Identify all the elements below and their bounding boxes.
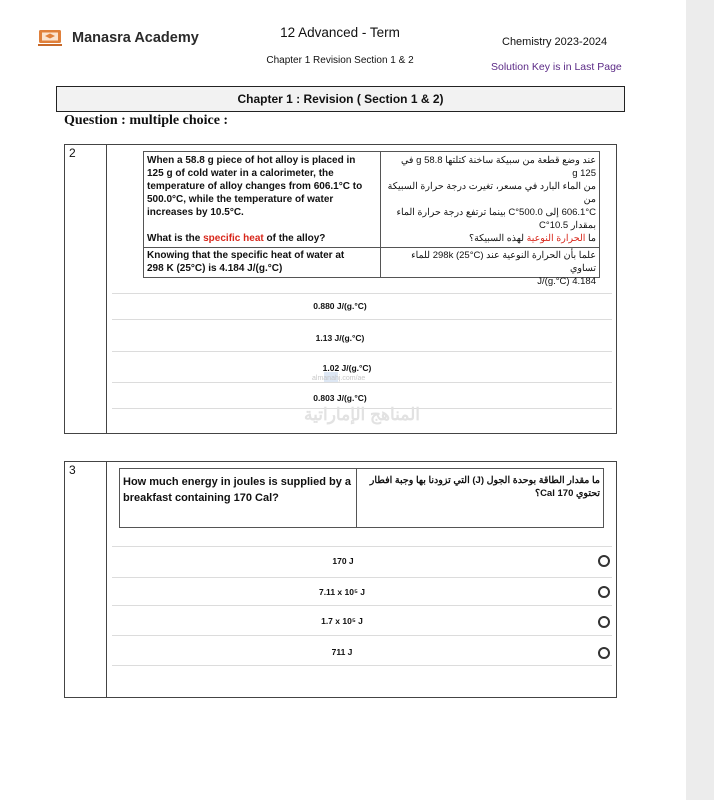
question-3-stem [119,468,604,528]
q3-option-b[interactable]: 7.11 x 10⁵ J [318,587,366,597]
q2-ar-line: 606.1°C إلى 500.0°C بينما ترتفع درجة حرارة الماء [396,207,596,218]
q3-radio-b[interactable] [598,586,610,598]
q2-en-line: 500.0°C, while the temperature of water [147,194,334,205]
subject-year: Chemistry 2023-2024 [502,36,608,48]
q2-ar-line: بمقدار 10.5°C [539,220,596,231]
q2-ar-question-highlight: الحرارة النوعية [526,233,586,244]
q2-en-line: temperature of alloy changes from 606.1°C to [147,181,363,192]
q2-know-line: Knowing that the specific heat of water at [147,250,345,261]
chapter-banner: Chapter 1 : Revision ( Section 1 & 2) [56,86,625,112]
q2-question-suffix: of the alloy? [263,233,326,244]
q3-option-d[interactable]: 711 J [331,647,353,657]
q2-ar-question-suffix: لهذه السبيكة؟ [469,233,527,244]
question-3-box [64,461,617,698]
q2-ar-know-line: 4.184 J/(g.°C) [537,276,596,287]
chapter-subtitle: Chapter 1 Revision Section 1 & 2 [266,55,414,66]
q3-en-line: How much energy in joules is supplied by a [123,476,351,488]
q2-ar-line: عند وضع قطعة من سبيكة ساخنة كتلتها 58.8 g في 125 g [401,155,596,179]
q2-en-line: 125 g of cold water in a calorimeter, the [147,168,334,179]
watermark-text: المناهج الإماراتية [304,405,420,424]
option-divider [112,605,612,606]
option-divider [112,577,612,578]
term-title: 12 Advanced - Term [280,25,400,40]
q3-en-line: breakfast containing 170 Cal? [123,492,279,504]
q2-question-highlight: specific heat [203,233,264,244]
option-divider [112,665,612,666]
q3-option-c[interactable]: 1.7 x 10⁵ J [321,616,363,626]
q3-ar-line: ما مقدار الطاقة بوحدة الجول (J) التي تزودنا بها وجبة افطار تحتوي 170 Cal؟ [369,475,600,499]
q3-radio-d[interactable] [598,647,610,659]
question-number: 3 [69,463,76,477]
option-divider [112,635,612,636]
question-heading: Question : multiple choice : [64,113,229,128]
q2-en-line: When a 58.8 g piece of hot alloy is placed in [147,155,356,166]
q2-question-ar [384,232,596,245]
q2-option-a[interactable]: 0.880 J/(g.°C) [313,301,367,311]
q2-en-line: increases by 10.5°C. [147,207,244,218]
question-number-column [65,462,107,697]
q2-text-ar [384,154,596,232]
q2-question-prefix: What is the [147,233,204,244]
q3-text-en [123,474,353,506]
q2-option-c[interactable]: 1.02 J/(g.°C) [322,363,372,373]
q3-radio-c[interactable] [598,616,610,628]
q2-knowing-en [147,249,379,275]
q2-know-line: 298 K (25°C) is 4.184 J/(g.°C) [147,263,283,274]
q2-ar-know-line: علما بأن الحرارة النوعية عند 298k (25°C) للماء تساوي [411,250,596,274]
option-divider [112,382,612,383]
stem-divider [380,152,381,277]
academy-logo-icon [38,29,62,47]
solution-key-note: Solution Key is in Last Page [491,61,622,73]
question-number: 2 [69,146,76,160]
stem-divider [356,469,357,527]
q2-option-d[interactable]: 0.803 J/(g.°C) [313,393,367,403]
brand-name: Manasra Academy [72,30,199,46]
question-number-column [65,145,107,433]
q2-ar-line: من الماء البارد في مسعر، تغيرت درجة حرارة السبيكة من [387,181,596,205]
option-divider [112,319,612,320]
question-2-box [64,144,617,434]
question-2-stem [143,151,600,287]
q2-text-en [147,154,379,219]
stem-row-divider [144,247,599,248]
option-divider [112,351,612,352]
q2-question-en [147,232,379,245]
q3-radio-a[interactable] [598,555,610,567]
watermark-url: almanahj.com/ae [312,375,366,382]
q3-option-a[interactable]: 170 J [332,556,354,566]
option-divider [112,546,612,547]
q2-knowing-ar [384,249,596,288]
q3-text-ar [360,474,600,500]
q2-option-b[interactable]: 1.13 J/(g.°C) [315,333,365,343]
option-divider [112,293,612,294]
q2-ar-question-prefix: ما [585,233,596,244]
